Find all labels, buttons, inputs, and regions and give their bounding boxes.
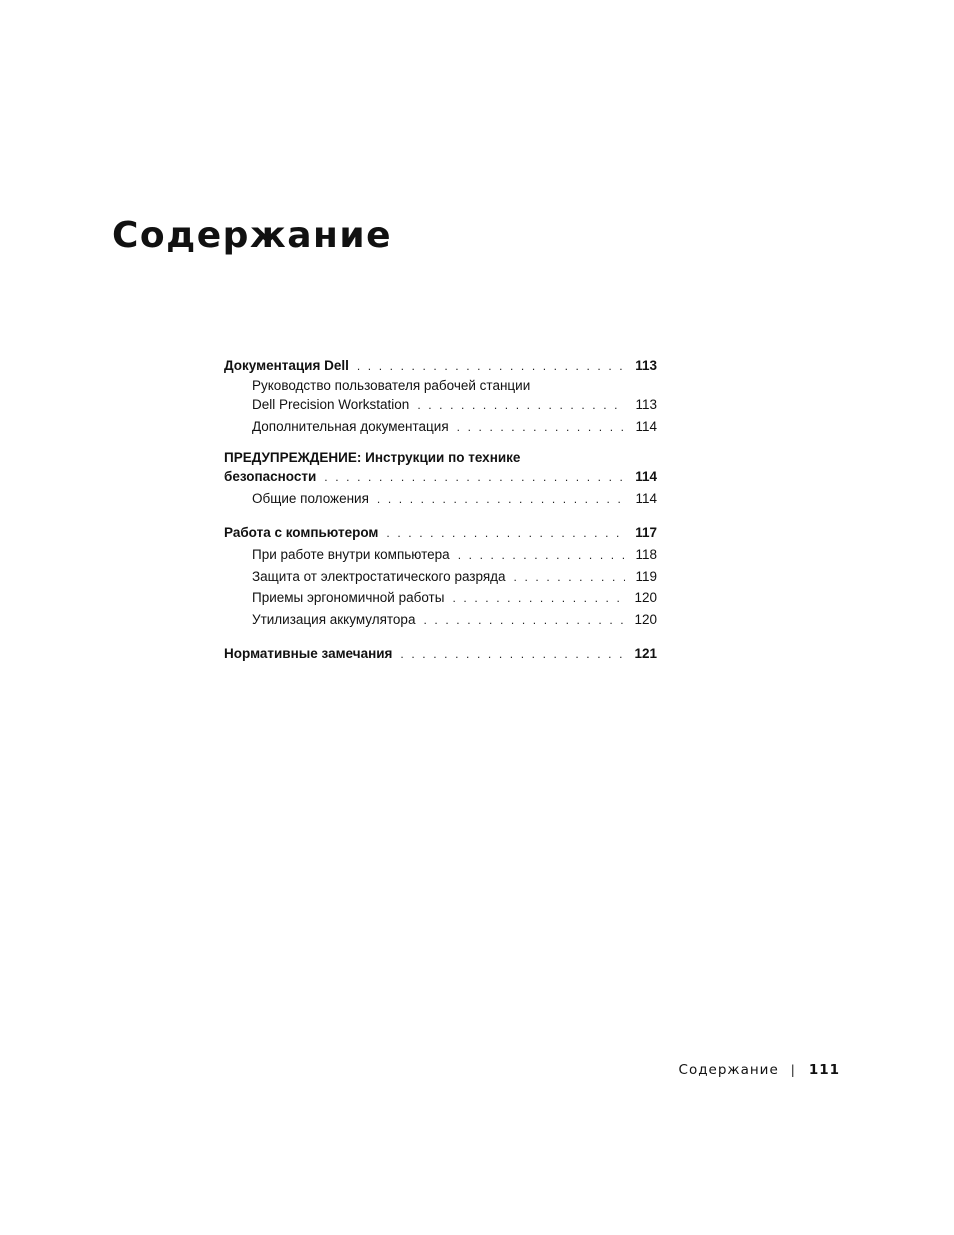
- toc-page-number: 114: [635, 469, 657, 485]
- toc-section-regulatory: [224, 643, 657, 665]
- footer-title: Содержание: [678, 1062, 779, 1078]
- toc-entry-label: безопасности: [224, 469, 317, 485]
- toc-section-documentation: [224, 355, 657, 437]
- toc-entry-working-inside[interactable]: [224, 544, 657, 566]
- toc-entry-label-first-line: Руководство пользователя рабочей станции: [252, 377, 531, 393]
- toc-entry-label: Нормативные замечания: [224, 645, 393, 661]
- toc-entry-additional-documentation[interactable]: [224, 416, 657, 438]
- toc-entry-label: Общие положения: [252, 491, 369, 507]
- toc-page-number: 114: [635, 491, 657, 507]
- toc-entry-label-first-line: ПРЕДУПРЕЖДЕНИЕ: Инструкции по технике: [224, 450, 521, 466]
- toc-page-number: 118: [635, 546, 657, 562]
- toc-entry-general[interactable]: [224, 488, 657, 510]
- toc-dot-leader: [377, 489, 625, 511]
- toc-page-number: 119: [635, 568, 657, 584]
- toc-entry-ergonomics[interactable]: [224, 587, 657, 609]
- toc-page-number: 117: [635, 524, 657, 540]
- toc-dot-leader: [457, 417, 625, 439]
- toc-entry-esd-protection[interactable]: [224, 566, 657, 588]
- toc-entry-user-guide[interactable]: [224, 394, 657, 416]
- toc-section-safety: [224, 449, 657, 510]
- toc-dot-leader: [400, 644, 625, 666]
- toc-dot-leader: [357, 356, 625, 378]
- footer-separator: |: [790, 1063, 795, 1077]
- toc-entry-working-with-computer[interactable]: [224, 522, 657, 544]
- toc-dot-leader: [417, 395, 625, 417]
- toc-page-number: 120: [634, 590, 657, 606]
- toc-entry-battery-disposal[interactable]: [224, 609, 657, 631]
- page-footer: [540, 1060, 840, 1080]
- toc-dot-leader: [452, 588, 625, 610]
- toc-entry-label: Приемы эргономичной работы: [252, 590, 445, 606]
- toc-entry-dell-documentation[interactable]: [224, 355, 657, 377]
- toc-entry-label: Утилизация аккумулятора: [252, 612, 416, 628]
- toc-entry-label: Защита от электростатического разряда: [252, 568, 506, 584]
- page-title: Содержание: [112, 215, 393, 256]
- toc-dot-leader: [324, 467, 625, 489]
- toc-entry-safety-instructions[interactable]: [224, 466, 657, 488]
- toc-entry-label: Работа с компьютером: [224, 524, 379, 540]
- toc-entry-regulatory-notices[interactable]: [224, 643, 657, 665]
- toc-page-number: 121: [634, 645, 657, 661]
- toc-page-number: 114: [635, 418, 657, 434]
- toc-page-number: 113: [635, 396, 657, 412]
- toc-page-number: 120: [634, 612, 657, 628]
- toc-page-number: 113: [635, 358, 657, 373]
- table-of-contents: [224, 355, 657, 677]
- footer-page-number: 111: [808, 1062, 840, 1078]
- toc-entry-label: Дополнительная документация: [252, 418, 449, 434]
- toc-dot-leader: [458, 545, 625, 567]
- toc-dot-leader: [514, 567, 625, 589]
- toc-entry-label: При работе внутри компьютера: [252, 546, 450, 562]
- toc-section-working-with-computer: [224, 522, 657, 631]
- toc-dot-leader: [423, 610, 625, 632]
- toc-entry-label: Dell Precision Workstation: [252, 396, 410, 412]
- toc-dot-leader: [386, 523, 625, 545]
- toc-entry-label: Документация Dell: [224, 358, 349, 373]
